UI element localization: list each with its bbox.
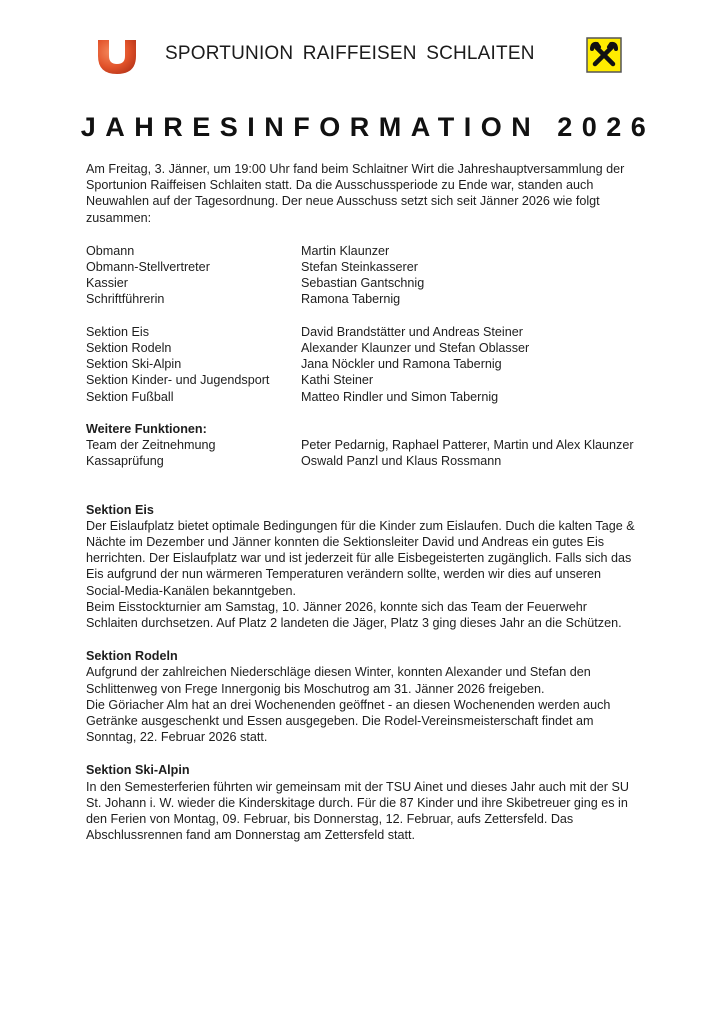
letterhead	[0, 0, 724, 90]
role-label: Obmann-Stellvertreter	[86, 260, 210, 275]
role-row	[86, 324, 642, 340]
role-row	[86, 356, 642, 372]
org-name: SPORTUNION RAIFFEISEN SCHLAITEN	[165, 43, 535, 64]
role-row	[86, 437, 642, 453]
further-functions-table	[86, 437, 642, 469]
raiffeisen-logo-icon	[586, 37, 622, 73]
person-name: Jana Nöckler und Ramona Tabernig	[301, 357, 502, 372]
board-table	[86, 243, 642, 308]
role-row	[86, 291, 642, 307]
role-row	[86, 275, 642, 291]
article-paragraph: In den Semesterferien führten wir gemeinsam mit der TSU Ainet und dieses Jahr auch mit der SU St. Johann i. W. wieder die Kinderskitage durch. Für die 87 Kinder und ihre Skibetreuer ging es in den Ferien von Montag, 09. Februar, bis Donnerstag, 12. Februar, aufs Zettersfeld. Das Abschlussrennen fand am Donnerstag am Zettersfeld statt.	[86, 779, 629, 843]
article-section	[86, 502, 642, 632]
article-paragraph: Aufgrund der zahlreichen Niederschläge diesen Winter, konnten Alexander und Stefan den Schlittenweg von Frege Innergonig bis Moschutrog am 31. Jänner 2026 freigeben.	[86, 665, 591, 696]
article-paragraph: Die Göriacher Alm hat an drei Wochenenden geöffnet - an diesen Wochenenden werden auch Getränke ausgeschenkt und Essen ausgegeben. Die Rodel-Vereinsmeisterschaft findet am Sonntag, 22. Februar 2026 statt.	[86, 697, 611, 745]
role-label: Sektion Kinder- und Jugendsport	[86, 373, 270, 388]
article-title: Sektion Ski-Alpin	[86, 763, 190, 778]
role-label: Kassaprüfung	[86, 454, 164, 469]
person-name: Matteo Rindler und Simon Tabernig	[301, 389, 499, 404]
person-name: Kathi Steiner	[301, 373, 374, 388]
intro-paragraph: Am Freitag, 3. Jänner, um 19:00 Uhr fand beim Schlaitner Wirt die Jahreshauptversammlung der Sportunion Raiffeisen Schlaiten statt. Da die Ausschussperiode zu Ende war, standen auch Neuwahlen auf der Tagesordnung. Der neue Ausschuss setzt sich seit Jänner 2026 wie folgt zusammen:	[86, 162, 625, 225]
role-label: Schriftführerin	[86, 292, 165, 307]
person-name: Sebastian Gantschnig	[301, 276, 425, 291]
role-row	[86, 259, 642, 275]
sportunion-logo-icon	[96, 36, 138, 76]
document-title: JAHRESINFORMATION 2026	[80, 112, 656, 142]
person-name: Peter Pedarnig, Raphael Patterer, Martin und Alex Klaunzer	[301, 438, 634, 453]
article-paragraph: Der Eislaufplatz bietet optimale Bedingungen für die Kinder zum Eislaufen. Duch die kalten Tage & Nächte im Dezember und Jänner konnten die Sektionsleiter David und Andreas ein gutes Eis herrichten. Der Eislaufplatz war und ist jederzeit für alle Eisbegeisterten zugänglich. Falls sich das Eis aufgrund der nun wärmeren Temperaturen verändern sollte, werden wir dies auf unseren Social-Media-Kanälen bekanntgeben.	[86, 518, 635, 598]
role-row	[86, 340, 642, 356]
role-label: Team der Zeitnehmung	[86, 438, 216, 453]
article-section	[86, 648, 642, 745]
role-label: Sektion Ski-Alpin	[86, 357, 182, 372]
articles	[86, 502, 642, 844]
person-name: Ramona Tabernig	[301, 292, 401, 307]
section-leads-table	[86, 324, 642, 405]
article-section	[86, 762, 642, 843]
person-name: David Brandstätter und Andreas Steiner	[301, 324, 523, 339]
role-row	[86, 453, 642, 469]
article-title: Sektion Rodeln	[86, 649, 178, 664]
person-name: Martin Klaunzer	[301, 243, 390, 258]
document-body	[86, 161, 642, 843]
role-label: Sektion Rodeln	[86, 341, 172, 356]
role-row	[86, 389, 642, 405]
role-row	[86, 372, 642, 388]
person-name: Alexander Klaunzer und Stefan Oblasser	[301, 341, 530, 356]
person-name: Oswald Panzl und Klaus Rossmann	[301, 454, 502, 469]
article-title: Sektion Eis	[86, 502, 154, 517]
role-label: Sektion Fußball	[86, 389, 174, 404]
role-label: Obmann	[86, 243, 135, 258]
further-functions-heading: Weitere Funktionen:	[86, 422, 207, 437]
article-paragraph: Beim Eisstockturnier am Samstag, 10. Jänner 2026, konnte sich das Team der Feuerwehr Schlaiten durchsetzen. Auf Platz 2 landeten die Jäger, Platz 3 ging dieses Jahr an die Schützen.	[86, 599, 622, 631]
role-label: Kassier	[86, 276, 128, 291]
person-name: Stefan Steinkasserer	[301, 260, 418, 275]
role-row	[86, 243, 642, 259]
role-label: Sektion Eis	[86, 324, 149, 339]
